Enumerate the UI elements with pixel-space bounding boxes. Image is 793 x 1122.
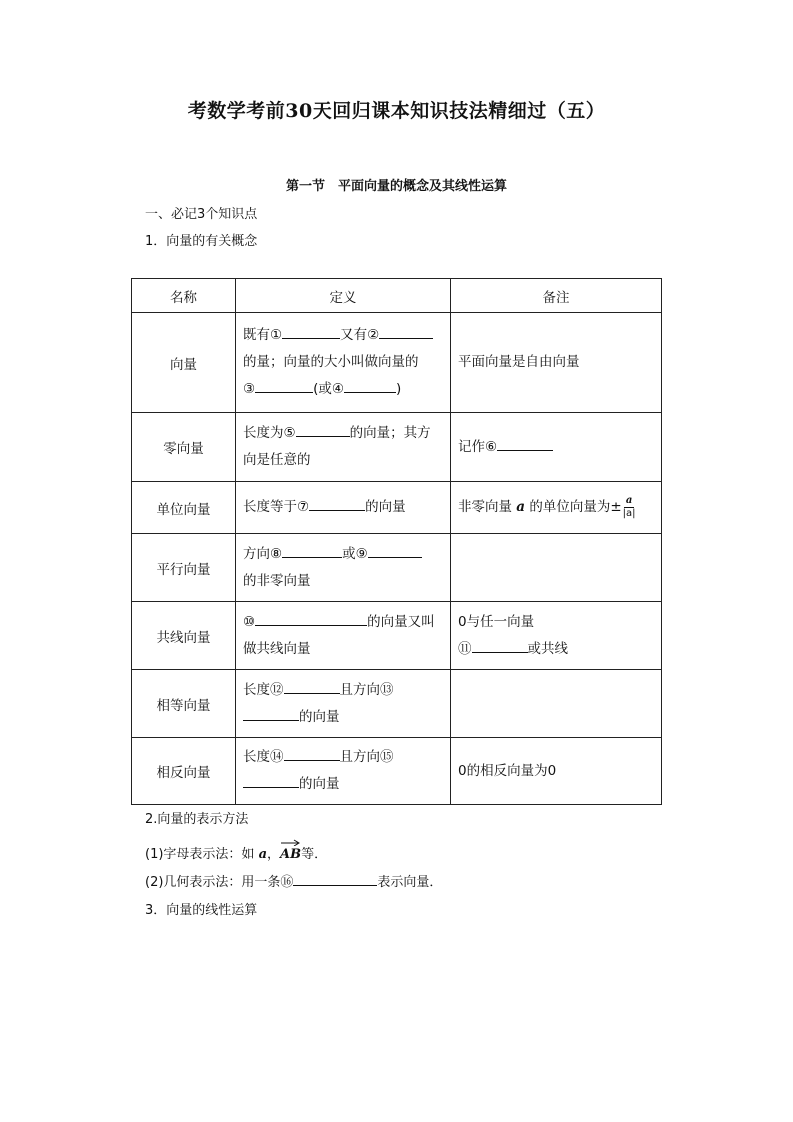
fill-blank (379, 324, 433, 339)
table-row (132, 738, 662, 805)
def-text: 方向⑧ (243, 545, 283, 562)
fill-blank (255, 611, 367, 626)
row-note (451, 670, 662, 738)
fraction-denominator: |a| (622, 507, 636, 519)
fill-blank (243, 706, 299, 721)
def-text: 且方向⑬ (339, 681, 394, 698)
row-definition (236, 534, 451, 602)
part-heading: 一、必记3个知识点 (145, 207, 258, 222)
fill-blank (284, 679, 340, 694)
fill-blank (243, 773, 299, 788)
row-definition (236, 413, 451, 482)
fill-blank (497, 436, 553, 451)
row-note (451, 413, 662, 482)
line-text: ， (267, 847, 281, 862)
def-text: ) (395, 381, 402, 397)
row-note (451, 602, 662, 670)
vector-symbol: a (258, 847, 267, 862)
unit-vector-fraction (623, 495, 636, 520)
row-definition (236, 482, 451, 534)
vector-symbol: a (516, 499, 526, 515)
def-text: 的向量又叫做共线向量 (243, 613, 435, 657)
row-name: 单位向量 (132, 482, 236, 534)
header-name: 名称 (132, 279, 236, 313)
fill-blank (255, 378, 313, 393)
representation-geometry (145, 871, 442, 890)
def-text: 长度为⑤ (243, 425, 296, 441)
vector-ab (280, 847, 301, 862)
header-note: 备注 (451, 279, 662, 313)
row-name: 零向量 (132, 413, 236, 482)
row-note: 0的相反向量为0 (451, 738, 662, 805)
line-text: (2)几何表示法：用一条⑯ (145, 875, 294, 890)
def-text: 的非零向量 (243, 572, 311, 589)
def-text: (或④ (313, 381, 344, 397)
fill-blank (296, 422, 350, 437)
row-definition (236, 313, 451, 413)
item-heading-1: 1．向量的有关概念 (145, 234, 258, 249)
row-note (451, 482, 662, 534)
def-text: 长度等于⑦ (243, 499, 310, 515)
def-text: ③ (243, 381, 256, 397)
def-text: 的向量；其方向是任意的 (243, 425, 431, 468)
table-row (132, 413, 662, 482)
note-text: 的单位向量为± (529, 499, 622, 515)
note-text: 记作⑥ (458, 438, 498, 455)
row-name: 平行向量 (132, 534, 236, 602)
table-row (132, 602, 662, 670)
line-text: 表示向量． (377, 875, 443, 890)
row-name: 相等向量 (132, 670, 236, 738)
def-text: 且方向⑮ (339, 749, 394, 765)
def-text: 长度⑭ (243, 749, 284, 765)
def-text: ⑩ (243, 613, 256, 630)
fraction-numerator: a (625, 494, 633, 506)
fill-blank (368, 543, 422, 558)
vector-arrow-icon (280, 838, 300, 846)
note-text: 或共线 (527, 640, 568, 657)
row-definition (236, 670, 451, 738)
def-text: 的向量 (299, 776, 340, 792)
item-heading-3: 3．向量的线性运算 (145, 903, 258, 918)
def-text: 的向量 (365, 499, 406, 515)
row-note: 平面向量是自由向量 (451, 313, 662, 413)
fill-blank (344, 378, 396, 393)
row-name: 向量 (132, 313, 236, 413)
representation-letters (145, 843, 327, 862)
row-definition (236, 602, 451, 670)
line-text: (1)字母表示法：如 (145, 847, 255, 862)
fill-blank (282, 324, 340, 339)
row-definition (236, 738, 451, 805)
def-text: 既有① (243, 327, 283, 343)
fill-blank (309, 496, 365, 511)
header-definition: 定义 (236, 279, 451, 313)
def-text: 又有② (340, 327, 380, 343)
table-row (132, 482, 662, 534)
fill-blank (284, 746, 340, 761)
table-header-row (132, 279, 662, 313)
note-text: 0与任一向量 (458, 613, 535, 630)
row-name: 相反向量 (132, 738, 236, 805)
table-row (132, 313, 662, 413)
def-text: 的量；向量的大小叫做向量的 (243, 354, 419, 370)
note-text: ⑪ (458, 640, 472, 657)
fill-blank (293, 871, 377, 886)
fill-blank (282, 543, 342, 558)
vector-concepts-table (131, 278, 662, 805)
item-heading-2: 2.向量的表示方法 (145, 812, 249, 827)
def-text: 或⑨ (342, 545, 368, 562)
fill-blank (472, 638, 528, 653)
vector-label: AB (280, 847, 302, 862)
def-text: 的向量 (299, 708, 340, 725)
table-row (132, 534, 662, 602)
section-title: 第一节 平面向量的概念及其线性运算 (285, 179, 507, 194)
document-title: 考数学考前30天回归课本知识技法精细过（五） (187, 100, 606, 122)
def-text: 长度⑫ (243, 681, 284, 698)
note-text: 非零向量 (458, 499, 512, 515)
line-text: 等． (301, 847, 328, 862)
row-name: 共线向量 (132, 602, 236, 670)
row-note (451, 534, 662, 602)
table-row (132, 670, 662, 738)
